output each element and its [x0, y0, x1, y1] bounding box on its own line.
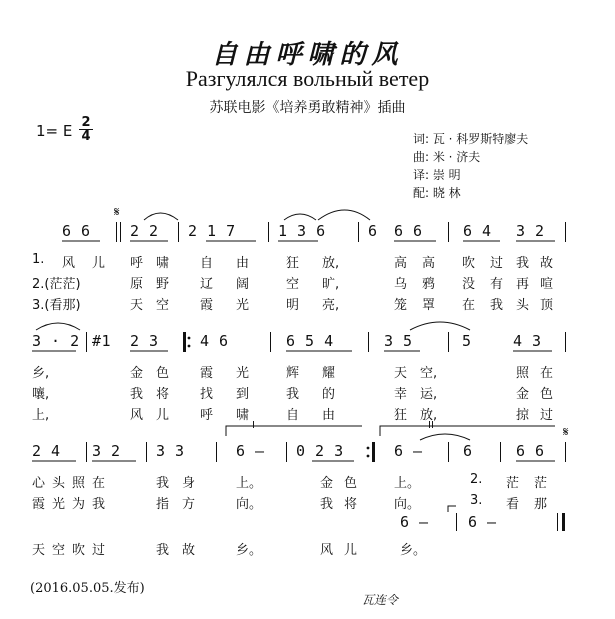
lyric: 我: [516, 256, 530, 271]
publish-date: (2016.05.05.发布): [30, 581, 145, 596]
note-group: 5: [462, 332, 472, 350]
note-group: 6 –: [400, 513, 429, 531]
lyric: 啸: [156, 256, 170, 271]
lyric: 放,: [322, 256, 340, 271]
lyric: 我: [156, 543, 170, 558]
lyric: 金: [320, 476, 334, 491]
note-group: 6 6: [516, 442, 545, 460]
lyric: 耀: [322, 366, 336, 381]
lyric: 在: [540, 366, 554, 381]
lyric: 运,: [420, 387, 438, 402]
lyric: 空: [156, 298, 170, 313]
lyric: 高: [394, 256, 408, 271]
note-group: 6 6: [62, 222, 91, 240]
note-group: 3 2: [516, 222, 545, 240]
lyric: 辉: [286, 366, 300, 381]
lyric: 方: [182, 497, 196, 512]
lyric: 上。: [236, 476, 263, 491]
lyric: 向。: [394, 497, 421, 512]
lyric: 茫: [506, 476, 520, 491]
note-group: 6 6: [394, 222, 423, 240]
lyric: 茫: [534, 476, 548, 491]
note-group: 6: [368, 222, 378, 240]
lyric: 心: [32, 476, 46, 491]
lyric: 嚷,: [32, 387, 50, 402]
note-group: 3 3: [156, 442, 185, 460]
lyric: 旷,: [322, 277, 340, 292]
lyric: 天: [394, 366, 408, 381]
lyric: 光: [236, 298, 250, 313]
lyric: 霞: [200, 298, 214, 313]
lyric: 金: [130, 366, 144, 381]
lyric: 上,: [32, 408, 50, 423]
song-title-russian: Разгулялся вольный ветер: [185, 66, 430, 91]
time-denominator: 4: [79, 129, 93, 143]
lyric: 的: [322, 387, 336, 402]
lyric: 有: [490, 277, 504, 292]
lyric: 天: [32, 543, 46, 558]
note-group: 0 2 3: [296, 442, 344, 460]
lyric: 天: [130, 298, 144, 313]
key-signature: 1= E: [36, 122, 73, 140]
lyric: 光: [236, 366, 250, 381]
lyric: 到: [236, 387, 250, 402]
lyric: 笼: [394, 298, 408, 313]
lyric: 鸦: [422, 277, 436, 292]
lyric: 光: [52, 497, 66, 512]
lyric: 向。: [236, 497, 263, 512]
time-numerator: 2: [81, 115, 91, 130]
lyric: 掠: [516, 408, 530, 423]
lyric: 风: [130, 408, 144, 423]
lyric: 色: [540, 387, 554, 402]
volta-bracket: [380, 426, 555, 436]
segno-icon: 𝄋: [114, 205, 120, 220]
song-title-chinese: 自由呼啸的风: [211, 40, 404, 70]
lyric: 空,: [420, 366, 438, 381]
song-subtitle: 苏联电影《培养勇敢精神》插曲: [209, 100, 406, 116]
note-group: 1 3 6: [278, 222, 326, 240]
lyric: 狂: [394, 408, 408, 423]
lyric: 自: [286, 408, 300, 423]
lyric: 辽: [200, 277, 214, 292]
lyric: 亮,: [322, 298, 340, 313]
lyric: 1.: [32, 252, 45, 267]
slur: [410, 322, 470, 330]
note-group: 6 4: [463, 222, 492, 240]
lyric: 2.: [470, 472, 483, 487]
lyric: 风: [320, 543, 334, 558]
lyric: 放,: [420, 408, 438, 423]
lyric: 霞: [32, 497, 46, 512]
note-group: 2 4: [32, 442, 61, 460]
slur: [284, 214, 316, 220]
lyric: 在: [92, 476, 106, 491]
note-group: 6 –: [394, 442, 423, 460]
note-group: 3 2: [92, 442, 121, 460]
lyric: 明: [286, 298, 300, 313]
repeat-dot: [367, 447, 370, 450]
lyric: 色: [344, 476, 358, 491]
lyric: 乡。: [400, 543, 427, 558]
volta-2-label: II: [428, 420, 434, 431]
lyric: 儿: [92, 256, 106, 271]
lyric: 金: [516, 387, 530, 402]
lyric: 3.: [470, 493, 483, 508]
lyric: 啸: [236, 408, 250, 423]
credit-lyricist: 词: 瓦 · 科罗斯特廖夫: [413, 132, 529, 146]
lyric: 3.(看那): [32, 298, 81, 313]
note-group: 6 –: [236, 442, 265, 460]
credit-composer: 曲: 米 · 济夫: [413, 150, 481, 164]
lyric: 过: [490, 256, 504, 271]
lyric: 我: [286, 387, 300, 402]
note-group: 6 5 4: [286, 332, 334, 350]
repeat-dot: [367, 455, 370, 458]
segno-icon: 𝄋: [563, 425, 569, 440]
lyric: 2.(茫茫): [32, 277, 81, 292]
lyric: 过: [540, 408, 554, 423]
lyric: 为: [72, 497, 86, 512]
lyric: 自: [200, 256, 214, 271]
note-group: 4 6: [200, 332, 229, 350]
slur: [144, 213, 178, 220]
lyric: 儿: [344, 543, 358, 558]
note-group: 3 5: [384, 332, 413, 350]
lyric: 吹: [72, 543, 86, 558]
lyric: 头: [516, 298, 530, 313]
lyric: 我: [490, 298, 504, 313]
lyric: 空: [286, 277, 300, 292]
credit-translator: 译: 崇 明: [413, 168, 461, 182]
lyric: 指: [156, 497, 170, 512]
lyric: 那: [534, 497, 548, 512]
lyric: 看: [506, 497, 520, 512]
lyric: 身: [182, 476, 196, 491]
lyric: 呼: [200, 408, 214, 423]
lyric: 喧: [540, 277, 554, 292]
lyric: 阔: [236, 277, 250, 292]
repeat-dot: [188, 337, 191, 340]
lyric: 呼: [130, 256, 144, 271]
volta-bracket: [226, 426, 362, 436]
lyric: 故: [540, 256, 554, 271]
lyric: 过: [92, 543, 106, 558]
note-group: 2 1 7: [188, 222, 236, 240]
credit-arranger: 配: 晓 林: [413, 186, 461, 200]
lyric: 找: [200, 387, 214, 402]
lyric: 高: [422, 256, 436, 271]
lyric: 风: [62, 256, 76, 271]
lyric: 将: [344, 497, 358, 512]
lyric: 照: [516, 366, 530, 381]
lyric: 原: [130, 277, 144, 292]
lyric: 我: [320, 497, 334, 512]
note-group: 6: [463, 442, 473, 460]
lyric: 由: [236, 256, 250, 271]
lyric: 再: [516, 277, 530, 292]
lyric: 乡。: [236, 543, 263, 558]
note-group: 2 2: [130, 222, 159, 240]
lyric: 野: [156, 277, 170, 292]
lyric: 上。: [394, 476, 421, 491]
slur: [420, 434, 470, 440]
lyric: 我: [156, 476, 170, 491]
coda-bracket: [448, 506, 456, 512]
lyric: 幸: [394, 387, 408, 402]
lyric: 儿: [156, 408, 170, 423]
lyric: 霞: [200, 366, 214, 381]
lyric: 乡,: [32, 366, 50, 381]
lyric: 狂: [286, 256, 300, 271]
note-group: 4 3: [513, 332, 542, 350]
lyric: 照: [72, 476, 86, 491]
note-group: #1: [92, 332, 112, 350]
lyric: 由: [322, 408, 336, 423]
lyric: 我: [92, 497, 106, 512]
volta-1-label: I: [252, 420, 255, 431]
lyric: 在: [462, 298, 476, 313]
note-group: 6 –: [468, 513, 497, 531]
lyric: 头: [52, 476, 66, 491]
lyric: 故: [182, 543, 196, 558]
lyric: 空: [52, 543, 66, 558]
note-group: 3 · 2: [32, 332, 80, 350]
lyric: 我: [130, 387, 144, 402]
lyric: 顶: [540, 298, 554, 313]
lyric: 将: [156, 387, 170, 402]
lyric: 没: [462, 277, 476, 292]
lyric: 吹: [462, 256, 476, 271]
repeat-dot: [188, 345, 191, 348]
slur: [36, 323, 80, 330]
lyric: 色: [156, 366, 170, 381]
signature: 瓦连令: [362, 593, 399, 607]
lyric: 乌: [394, 277, 408, 292]
note-group: 2 3: [130, 332, 159, 350]
slur: [318, 210, 370, 220]
lyric: 罩: [422, 298, 436, 313]
